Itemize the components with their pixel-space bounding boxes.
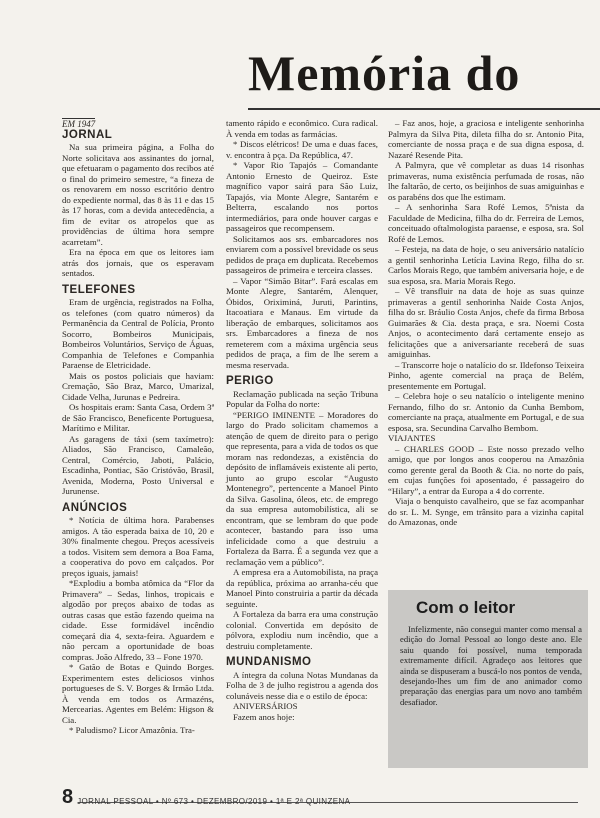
paragraph: – A senhorinha Sara Rofé Lemos, 5ªnista da Faculdade de Medicina, filha do dr. Ferreira de Lemos, conceituado oftalmologista paraense, e esposa, sra. Sol Rofé de Lemos. xyxy=(388,202,584,244)
subheading-viajantes: VIAJANTES xyxy=(388,433,436,443)
era-label: EM 1947 xyxy=(62,119,96,129)
paragraph: Fazem anos hoje: xyxy=(233,711,295,722)
page-number: 8 xyxy=(62,785,74,808)
reader-note-box xyxy=(388,590,588,768)
paragraph: *Explodiu a bomba atômica da “Flor da Primavera” – Sedas, linhos, tropicais e algodão por preços abaixo de todas as outras casas que estão fazendo queima na cidade. Esse formidável incêndio começará dia 4, sexta-feira. Aguardem e não percam a oportunidade de boas compras. João Alfredo, 33 – Fone 1970. xyxy=(62,578,214,662)
paragraph: tamento rápido e econômico. Cura radical. À venda em todas as farmácias. xyxy=(226,118,378,139)
paragraph: Na sua primeira página, a Folha do Norte solicitava aos assinantes do jornal, que efetuaram o pagamento dos recibos até o final do primeiro semestre, “a fineza de os renovarem em nosso escritório dentro do expediente normal, das 8 às 11 e das 15 às 17 horas, com a devida antecedência, a fim de evitar os atropelos que as providências de última hora sempre acarretam”. xyxy=(62,142,214,247)
paragraph: Reclamação publicada na seção Tribuna Popular da Folha do norte: xyxy=(226,388,378,409)
reader-note-text: Infelizmente, não consegui manter como mensal a edição do Jornal Pessoal ao longo deste ano. Ele saiu quando foi possível, numa temporada extremamente difícil. Agradeço aos leitores que ainda se dispuseram a buscá-lo nos pontos de venda, desejando-lhes um fim de ano animador como preparação das energias para um novo ano também desafiador. xyxy=(400,624,582,707)
column-2 xyxy=(226,118,378,722)
paragraph: * Discos elétricos! De uma e duas faces, v. encontra à pça. Da República, 47. xyxy=(226,139,378,160)
paragraph: * Notícia de última hora. Parabenses amigos. A tão esperada baixa de 10, 20 e 30% finalmente chegou. Preços acessíveis a todos. Visitem sem demora a Boa Fama, a cooperativa do povo em calçados. Por preços iguais, jamais! xyxy=(62,515,214,578)
paragraph: A Palmyra, que vê completar as duas 14 risonhas primaveras, numa existência perfumada de rosas, não lhe faltarão, de certo, os beijinhos de suas amiguinhas e os parabéns dos que lhe estimam. xyxy=(388,160,584,202)
paragraph: A Fortaleza da barra era uma construção colonial. Convertida em depósito de pólvora, explodiu num incêndio, que a destruiu completamente. xyxy=(226,609,378,651)
reader-note-title: Com o leitor xyxy=(416,598,516,617)
paragraph: – Faz anos, hoje, a graciosa e inteligente senhorinha Palmyra da Silva Pita, dileta filha do sr. Antonio Pita, comerciante de nossa praça e de sua digna esposa, d. Nazaré Resende Pita. xyxy=(388,118,584,160)
heading-mundanismo: MUNDANISMO xyxy=(226,656,312,668)
page-footer xyxy=(62,786,350,808)
paragraph: * Gatão de Botas e Quindo Borges. Experimentem estes deliciosos vinhos portugueses de S. V. Borges & Irmão Ltda. À venda em todos os Armazéns, Mercearias. Agentes em Belém: Higson & Cia. xyxy=(62,662,214,725)
paragraph: – Festeja, na data de hoje, o seu aniversário natalício a gentil senhorinha Letícia Lavina Rego, filha do sr. Carlos Morais Rego, que também aniversaria hoje, e de sua esposa, sra. Maria Morais Rego. xyxy=(388,244,584,286)
paragraph: – Vê transfluir na data de hoje as suas quinze primaveras a gentil senhorinha Naide Costa Anjos, filha do sr. Bráulio Costa Anjos, chefe da firma Brbosa Guimarães & Cia. desta praça, e sra. Noemi Costa Anjos, o acontecimento dará certamente ensejo as felicitações que a aniversariante receberá de suas amiguinhas. xyxy=(388,286,584,359)
paragraph: – Vapor “Simão Bitar”. Fará escalas em Monte Alegre, Santarém, Alenquer, Óbidos, Oriximiná, Juruti, Parintins, Itacoatiara e Manaus. Em virtude da liberação de embarques, solicitamos aos srs. Embarcadores a fineza de nos remeterem com a máxima urgência seus pedidos de praça, a fim de lhe serem a mesma reservada. xyxy=(226,275,378,370)
paragraph: A íntegra da coluna Notas Mundanas da Folha de 3 de julho registrou a agenda dos colunáveis nesse dia e o estilo de época: xyxy=(226,669,378,701)
paragraph: Os hospitais eram: Santa Casa, Ordem 3ª de São Francisco, Beneficente Portuguesa, Marítimo e Militar. xyxy=(62,402,214,433)
paragraph: As garagens de táxi (sem taxímetro): Aliados, São Francisco, Camaleão, Central, Comércio, Jaboti, Palácio, Escadinha, Pontiac, São Cristóvão, Brasil, Avenida, Moderna, Posto Universal e Jurunense. xyxy=(62,433,214,496)
paragraph: “PERIGO IMINENTE – Moradores do largo do Prado solicitam chamemos a atenção de quem de direito para o perigo que representa, para a vida de todos os que moram nas redondezas, a existência do depósito de inflamáveis existente ali perto, junto ao grupo escolar “Augusto Montenegro”, pertencente a Manoel Pinto da Silva. Gasolina, óleos, etc. de emprego da sua empresa automobilística, ali se encontram, que se lembram do que pode acontecer, bastando para isso uma infelicidade como a que destruiu a Fortaleza da Barra. É a segunda vez que a reclamação vem a público”. xyxy=(226,409,378,567)
paragraph: Eram de urgência, registrados na Folha, os telefones (com quatro números) da Permanência da Central de Polícia, Pronto Socorro, Bombeiros Municipais, Bombeiros Voluntários, Serviço de Águas, Companhia de Telefones e Companhia Paraense de Eletricidade. xyxy=(62,297,214,370)
paragraph: * Paludismo? Licor Amazônia. Tra- xyxy=(69,725,195,735)
column-3 xyxy=(388,118,584,528)
subheading-aniversarios: ANIVERSÁRIOS xyxy=(233,701,298,711)
paragraph: Mais os postos policiais que haviam: Cremação, São Braz, Marco, Umarizal, Cidade Velha, Jurunas e Pedreira. xyxy=(62,370,214,402)
paragraph: * Vapor Rio Tapajós – Comandante Antonio Ernesto de Queiroz. Este magnífico vapor sairá para São Luiz, Tapajós, via Monte Alegre, Santarém e Belterra, escalando nos portos intermediários, para onde houver cargas e passageiros que recompensem. xyxy=(226,160,378,233)
footer-publication: JORNAL PESSOAL • Nº 673 • DEZEMBRO/2019 • 1ª E 2ª QUINZENA xyxy=(77,796,351,806)
paragraph: – Transcorre hoje o natalício do sr. Ildefonso Teixeira Pinho, agente comercial na praça de Belém, presentemente em Portugal. xyxy=(388,359,584,391)
paragraph: – CHARLES GOOD – Este nosso prezado velho amigo, que por longos anos cooperou na Amazônia como gerente geral da Booth & Cia. no norte do país, em cujas funções foi aposentado, é passageiro do “Hilary”, a entrar da Europa a 4 do corrente. xyxy=(388,443,584,496)
heading-perigo: PERIGO xyxy=(226,375,274,387)
section-masthead: Memória do xyxy=(248,45,521,101)
column-1 xyxy=(62,118,214,736)
heading-jornal: JORNAL xyxy=(62,128,113,141)
paragraph: Viaja o benquisto cavalheiro, que se faz acompanhar do sr. L. M. Synge, em trânsito para a vizinha capital do Amazonas, onde xyxy=(388,496,584,527)
paragraph: Solicitamos aos srs. embarcadores nos enviarem com a possível brevidade os seus pedidos de praça em duplicata. Recebemos passageiros de primeira e terceira classes. xyxy=(226,233,378,275)
paragraph: – Celebra hoje o seu natalício o inteligente menino Fernando, filho do sr. Antonio da Cunha Bembom, comerciante na praça, atualmente em Portugal, e de sua esposa, sra. Secundina Carvalho Bembom. xyxy=(388,391,584,433)
heading-telefones: TELEFONES xyxy=(62,283,136,296)
paragraph: Era na época em que os leitores iam atrás dos jornais, que os esperavam sentados. xyxy=(62,247,214,278)
heading-anuncios: ANÚNCIOS xyxy=(62,501,128,514)
masthead-rule xyxy=(248,108,600,110)
paragraph: A empresa era a Automobilista, na praça da república, próxima ao arranha-céu que Manoel Pinto construiria a partir da década seguinte. xyxy=(226,567,378,609)
